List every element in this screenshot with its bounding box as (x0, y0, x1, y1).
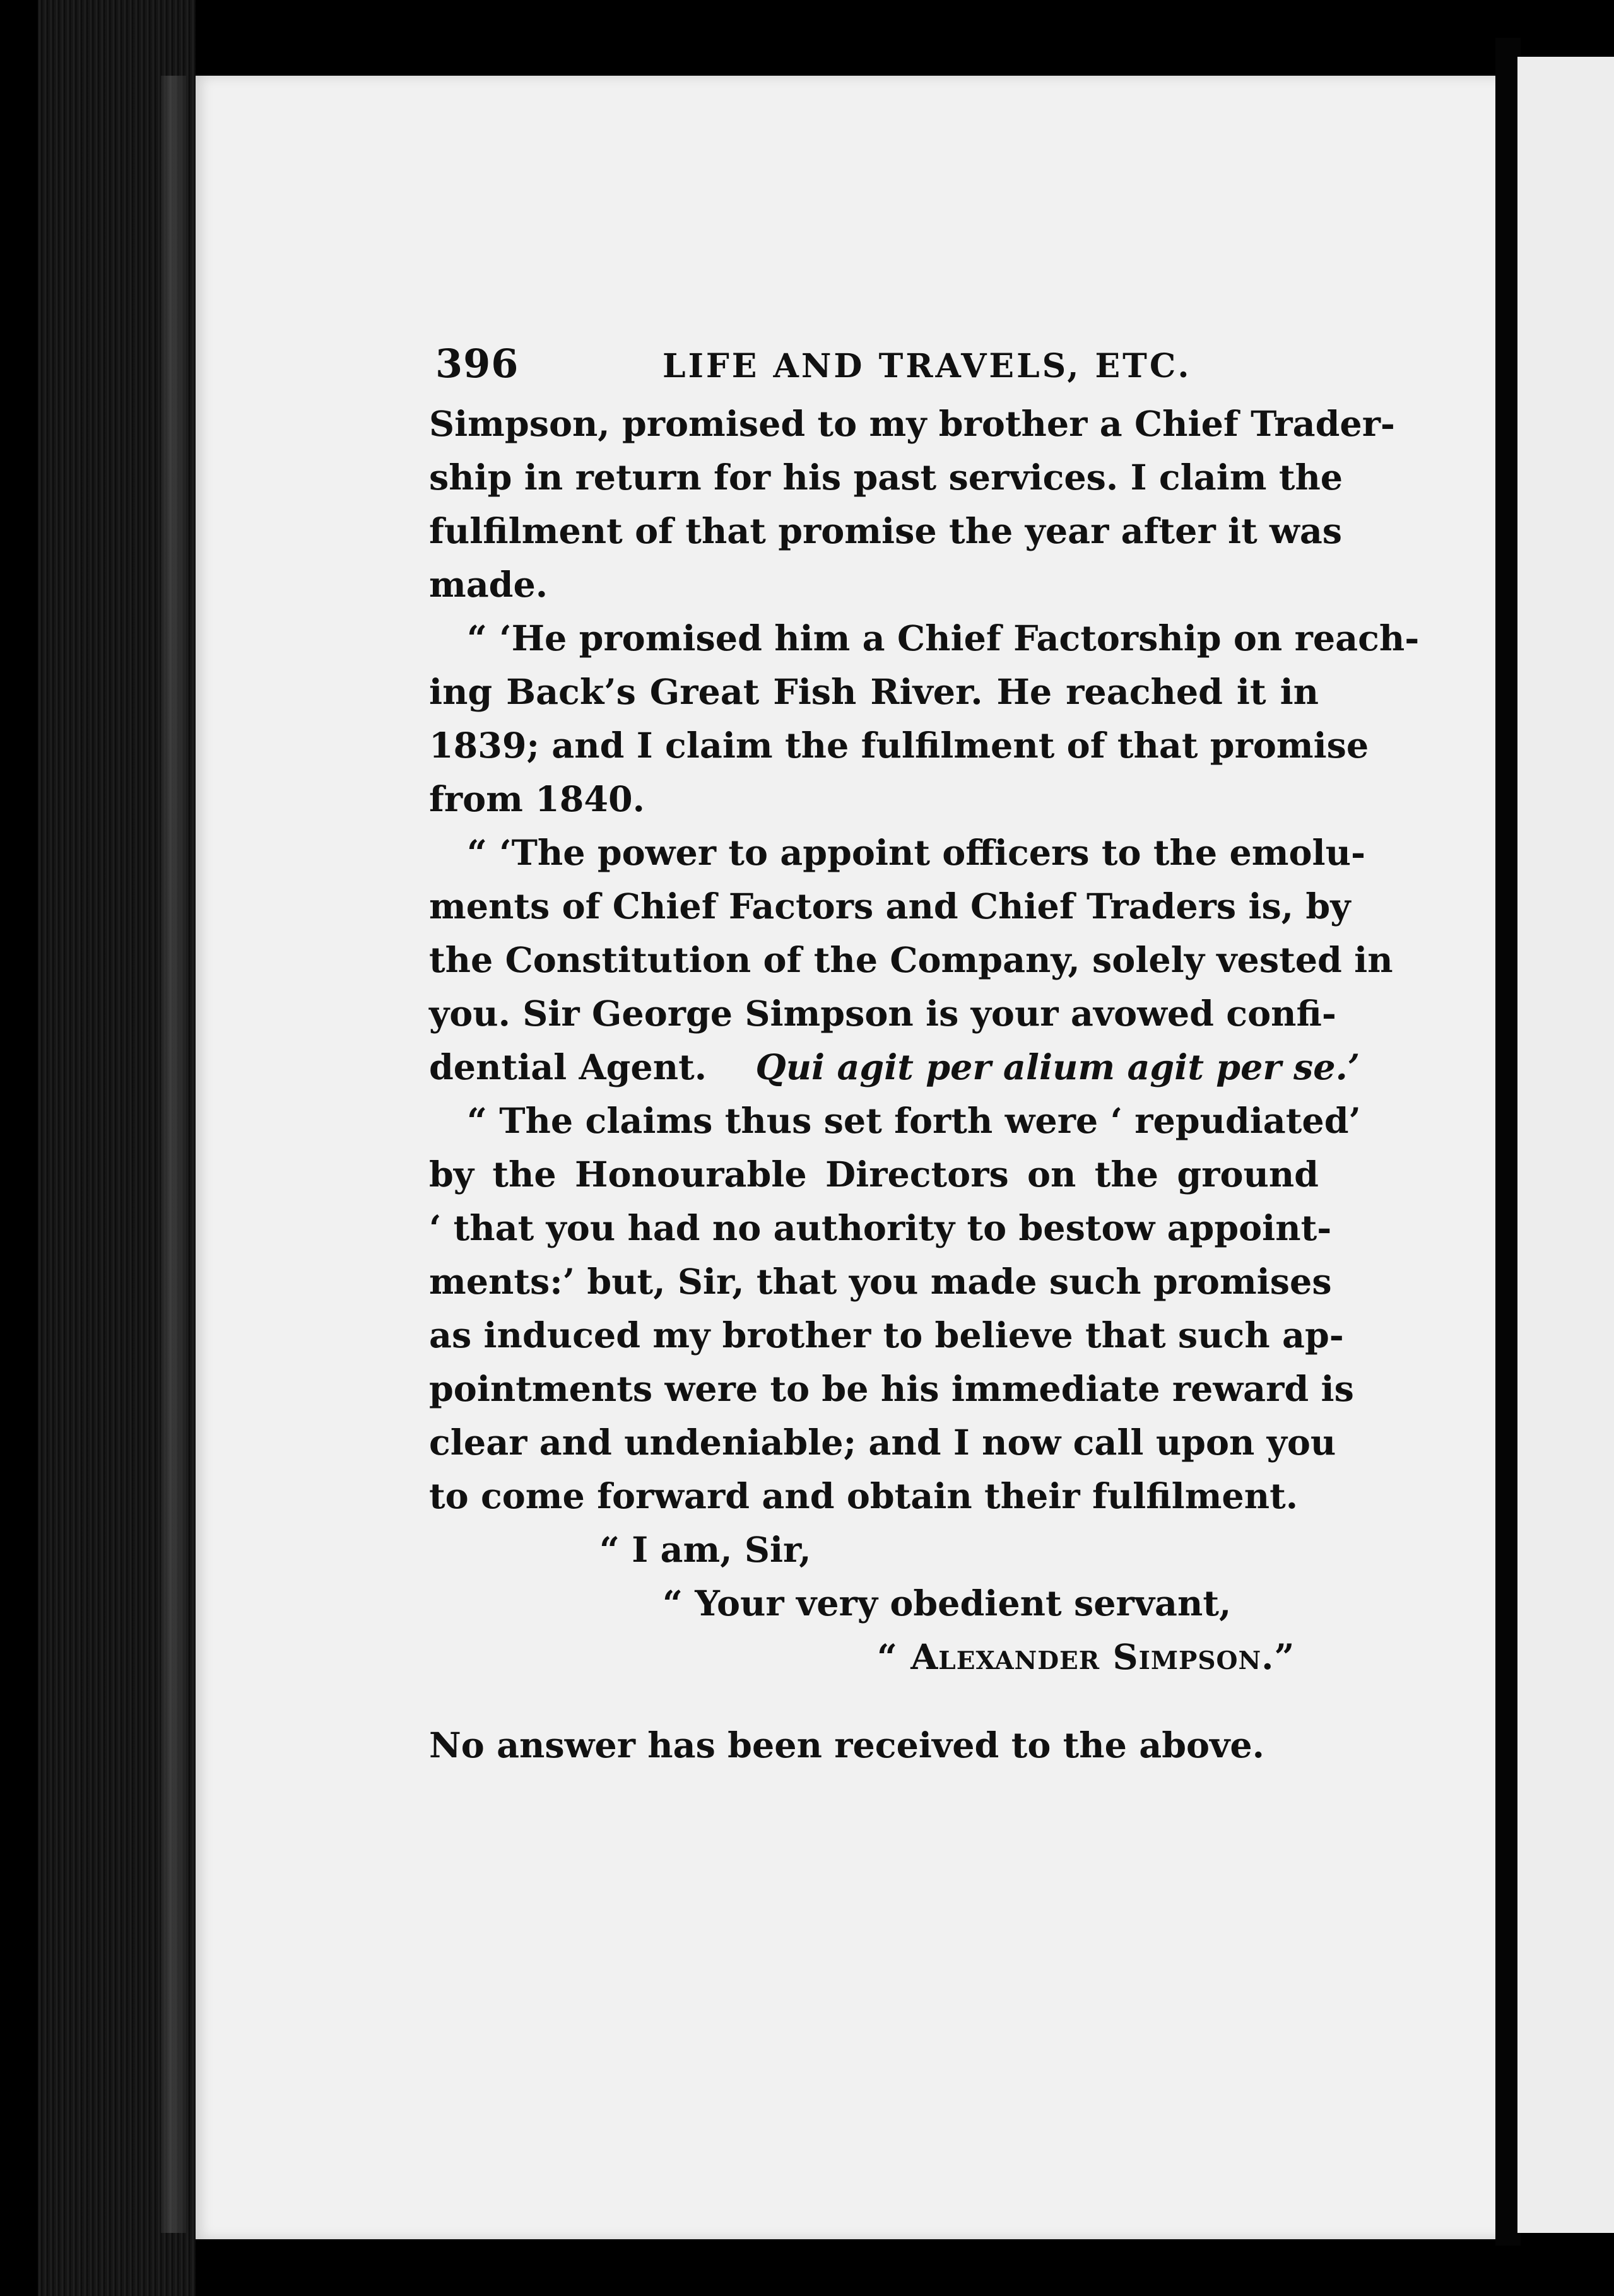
signature-line: “ I am, Sir, (599, 1530, 811, 1571)
text-line: the Constitution of the Company, solely vested in (429, 940, 1393, 981)
page-gutter (1495, 38, 1521, 2246)
text-line: “ ‘He promised him a Chief Factorship on reach- (467, 618, 1420, 659)
signature-block (429, 1523, 1319, 1684)
text-line: made. (429, 565, 548, 606)
text-line: ‘ that you had no authority to bestow appoint- (429, 1208, 1332, 1249)
latin-phrase: Qui agit per alium agit per se.’ (755, 1047, 1360, 1088)
text-line: 1839; and I claim the fulfilment of that promise (429, 725, 1369, 766)
text-line: pointments were to be his immediate reward is (429, 1369, 1354, 1410)
text-line: ments of Chief Factors and Chief Traders is, by (429, 886, 1351, 927)
text-line: clear and undeniable; and I now call upon you (429, 1422, 1336, 1463)
text-span: dential Agent. (429, 1047, 707, 1088)
page-header (429, 341, 1319, 397)
text-line (429, 1041, 1360, 1094)
signature-line: “ Your very obedient servant, (663, 1583, 1232, 1624)
paragraph-2 (429, 612, 1420, 826)
spine-edge (161, 76, 186, 2233)
text-line: Simpson, promised to my brother a Chief Trader- (429, 404, 1395, 445)
text-line: from 1840. (429, 779, 645, 820)
paragraph-3 (429, 826, 1393, 1094)
text-line: fulfilment of that promise the year after it was (429, 511, 1343, 552)
text-line: ship in return for his past services. I claim the (429, 457, 1343, 498)
text-line: “ The claims thus set forth were ‘ repudiated’ (467, 1101, 1361, 1142)
text-line: as induced my brother to believe that such ap- (429, 1315, 1344, 1356)
text-line: by the Honourable Directors on the ground (429, 1154, 1319, 1195)
paragraph-4 (429, 1094, 1361, 1523)
page-number: 396 (435, 341, 519, 387)
text-line: ing Back’s Great Fish River. He reached it in (429, 672, 1319, 713)
text-line: “ ‘The power to appoint officers to the emolu- (467, 833, 1365, 874)
next-page-edge (1517, 57, 1614, 2233)
text-line: you. Sir George Simpson is your avowed confi- (429, 993, 1336, 1034)
running-head: LIFE AND TRAVELS, ETC. (663, 347, 1192, 385)
signature-name: “ Alexander Simpson.” (877, 1637, 1295, 1678)
closing-line (429, 1719, 1319, 1772)
text-line: to come forward and obtain their fulfilment. (429, 1476, 1299, 1517)
page-text (429, 341, 1420, 1772)
closing-text: No answer has been received to the above. (429, 1725, 1264, 1766)
paragraph-1 (429, 397, 1395, 612)
text-line: ments:’ but, Sir, that you made such promises (429, 1262, 1332, 1303)
